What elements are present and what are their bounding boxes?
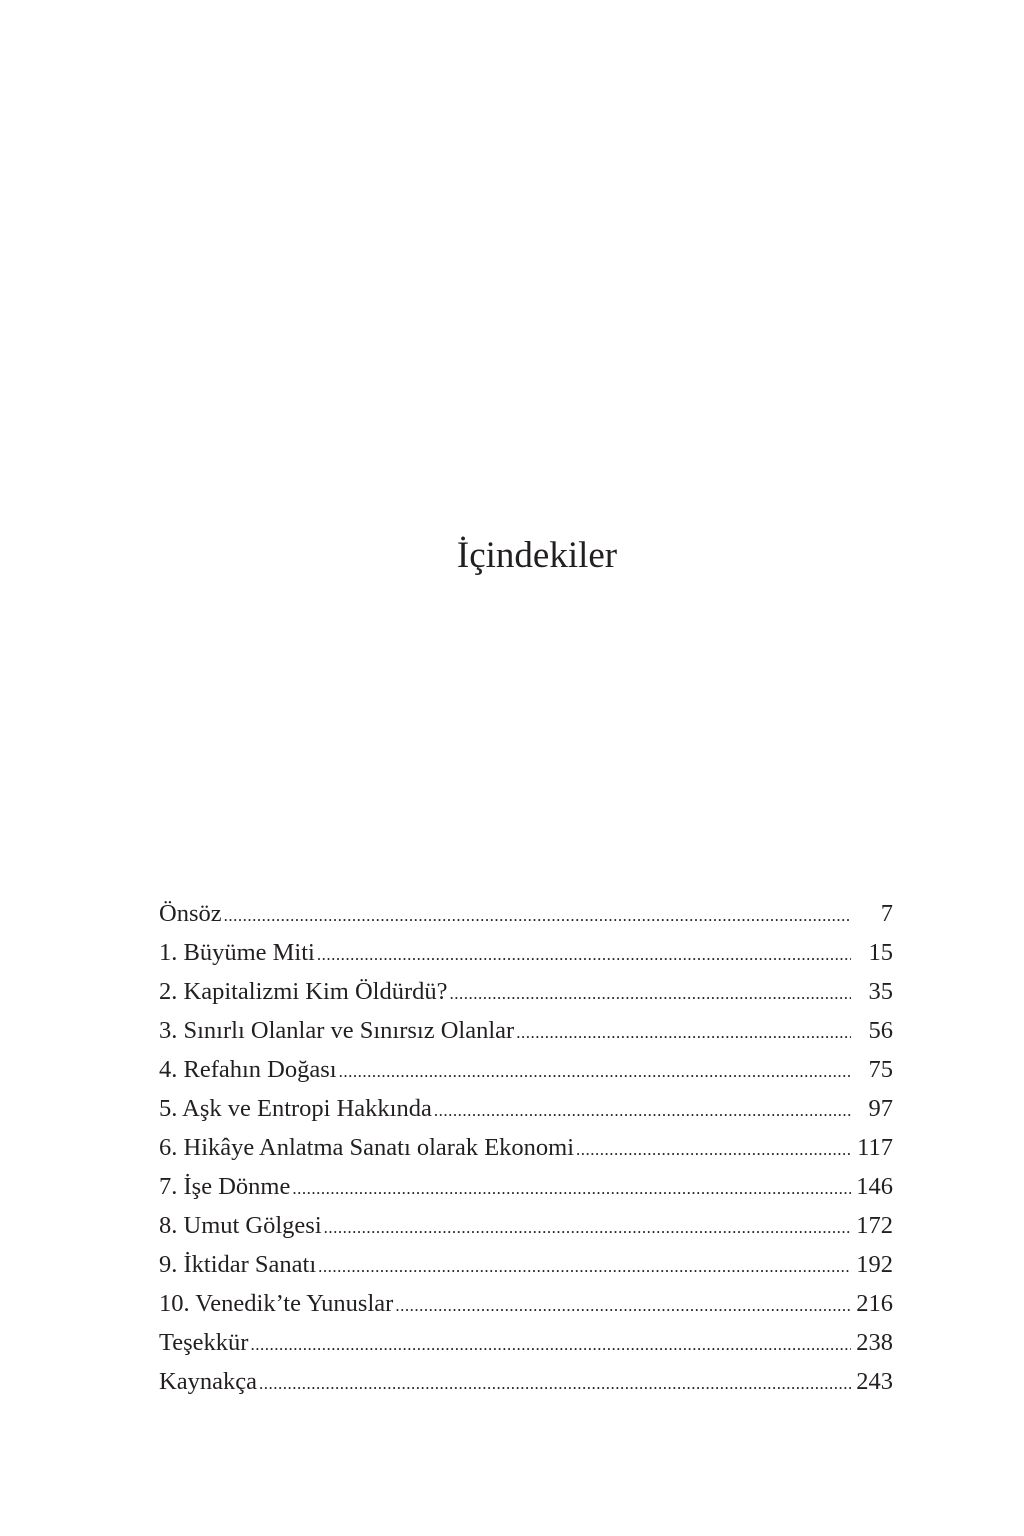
toc-entry <box>159 1323 893 1362</box>
toc-entry <box>159 933 893 972</box>
dot-leader <box>450 974 852 1011</box>
dot-leader <box>339 1052 851 1089</box>
dot-leader <box>434 1091 851 1128</box>
toc-entry-page: 238 <box>856 1329 893 1356</box>
toc-entry <box>159 1089 893 1128</box>
toc-entry <box>159 894 893 933</box>
toc-entry-title: 4. Refahın Doğası <box>159 1056 337 1083</box>
page-title: İçindekiler <box>456 535 618 576</box>
toc-entry-page: 35 <box>868 978 893 1005</box>
toc-entry-page: 146 <box>856 1173 893 1200</box>
toc-entry-page: 97 <box>868 1095 893 1122</box>
toc-entry-title: 8. Umut Gölgesi <box>159 1212 322 1239</box>
toc-entry-page: 56 <box>868 1017 893 1044</box>
toc-entry-page: 117 <box>857 1134 893 1161</box>
toc-entry-page: 7 <box>880 900 893 927</box>
table-of-contents <box>159 894 893 1401</box>
dot-leader <box>576 1130 851 1167</box>
toc-entry-title: Teşekkür <box>159 1329 249 1356</box>
toc-entry-title: Kaynakça <box>159 1368 257 1395</box>
dot-leader <box>224 896 851 933</box>
toc-entry-title: 3. Sınırlı Olanlar ve Sınırsız Olanlar <box>159 1017 515 1044</box>
dot-leader <box>250 1325 851 1362</box>
toc-entry <box>159 1206 893 1245</box>
toc-entry <box>159 972 893 1011</box>
toc-entry-title: 1. Büyüme Miti <box>159 939 315 966</box>
toc-entry <box>159 1284 893 1323</box>
toc-entry-title: 7. İşe Dönme <box>159 1173 291 1200</box>
toc-entry-page: 75 <box>868 1056 893 1083</box>
dot-leader <box>292 1169 851 1206</box>
dot-leader <box>395 1286 851 1323</box>
toc-entry <box>159 1245 893 1284</box>
dot-leader <box>318 1247 851 1284</box>
toc-entry-title: Önsöz <box>159 900 222 927</box>
toc-entry <box>159 1167 893 1206</box>
dot-leader <box>259 1364 851 1401</box>
toc-entry <box>159 1362 893 1401</box>
toc-entry-title: 5. Aşk ve Entropi Hakkında <box>159 1095 432 1122</box>
toc-entry-page: 216 <box>856 1290 893 1317</box>
toc-entry-title: 6. Hikâye Anlatma Sanatı olarak Ekonomi <box>159 1134 575 1161</box>
toc-entry-title: 10. Venedik’te Yunuslar <box>159 1290 394 1317</box>
dot-leader <box>317 935 851 972</box>
toc-entry-page: 192 <box>856 1251 893 1278</box>
toc-entry-page: 15 <box>868 939 893 966</box>
toc-entry <box>159 1011 893 1050</box>
toc-entry-title: 9. İktidar Sanatı <box>159 1251 317 1278</box>
toc-entry-title: 2. Kapitalizmi Kim Öldürdü? <box>159 978 448 1005</box>
dot-leader <box>324 1208 851 1245</box>
toc-entry-page: 243 <box>856 1368 893 1395</box>
toc-entry-page: 172 <box>856 1212 893 1239</box>
toc-entry <box>159 1128 893 1167</box>
toc-entry <box>159 1050 893 1089</box>
dot-leader <box>516 1013 851 1050</box>
